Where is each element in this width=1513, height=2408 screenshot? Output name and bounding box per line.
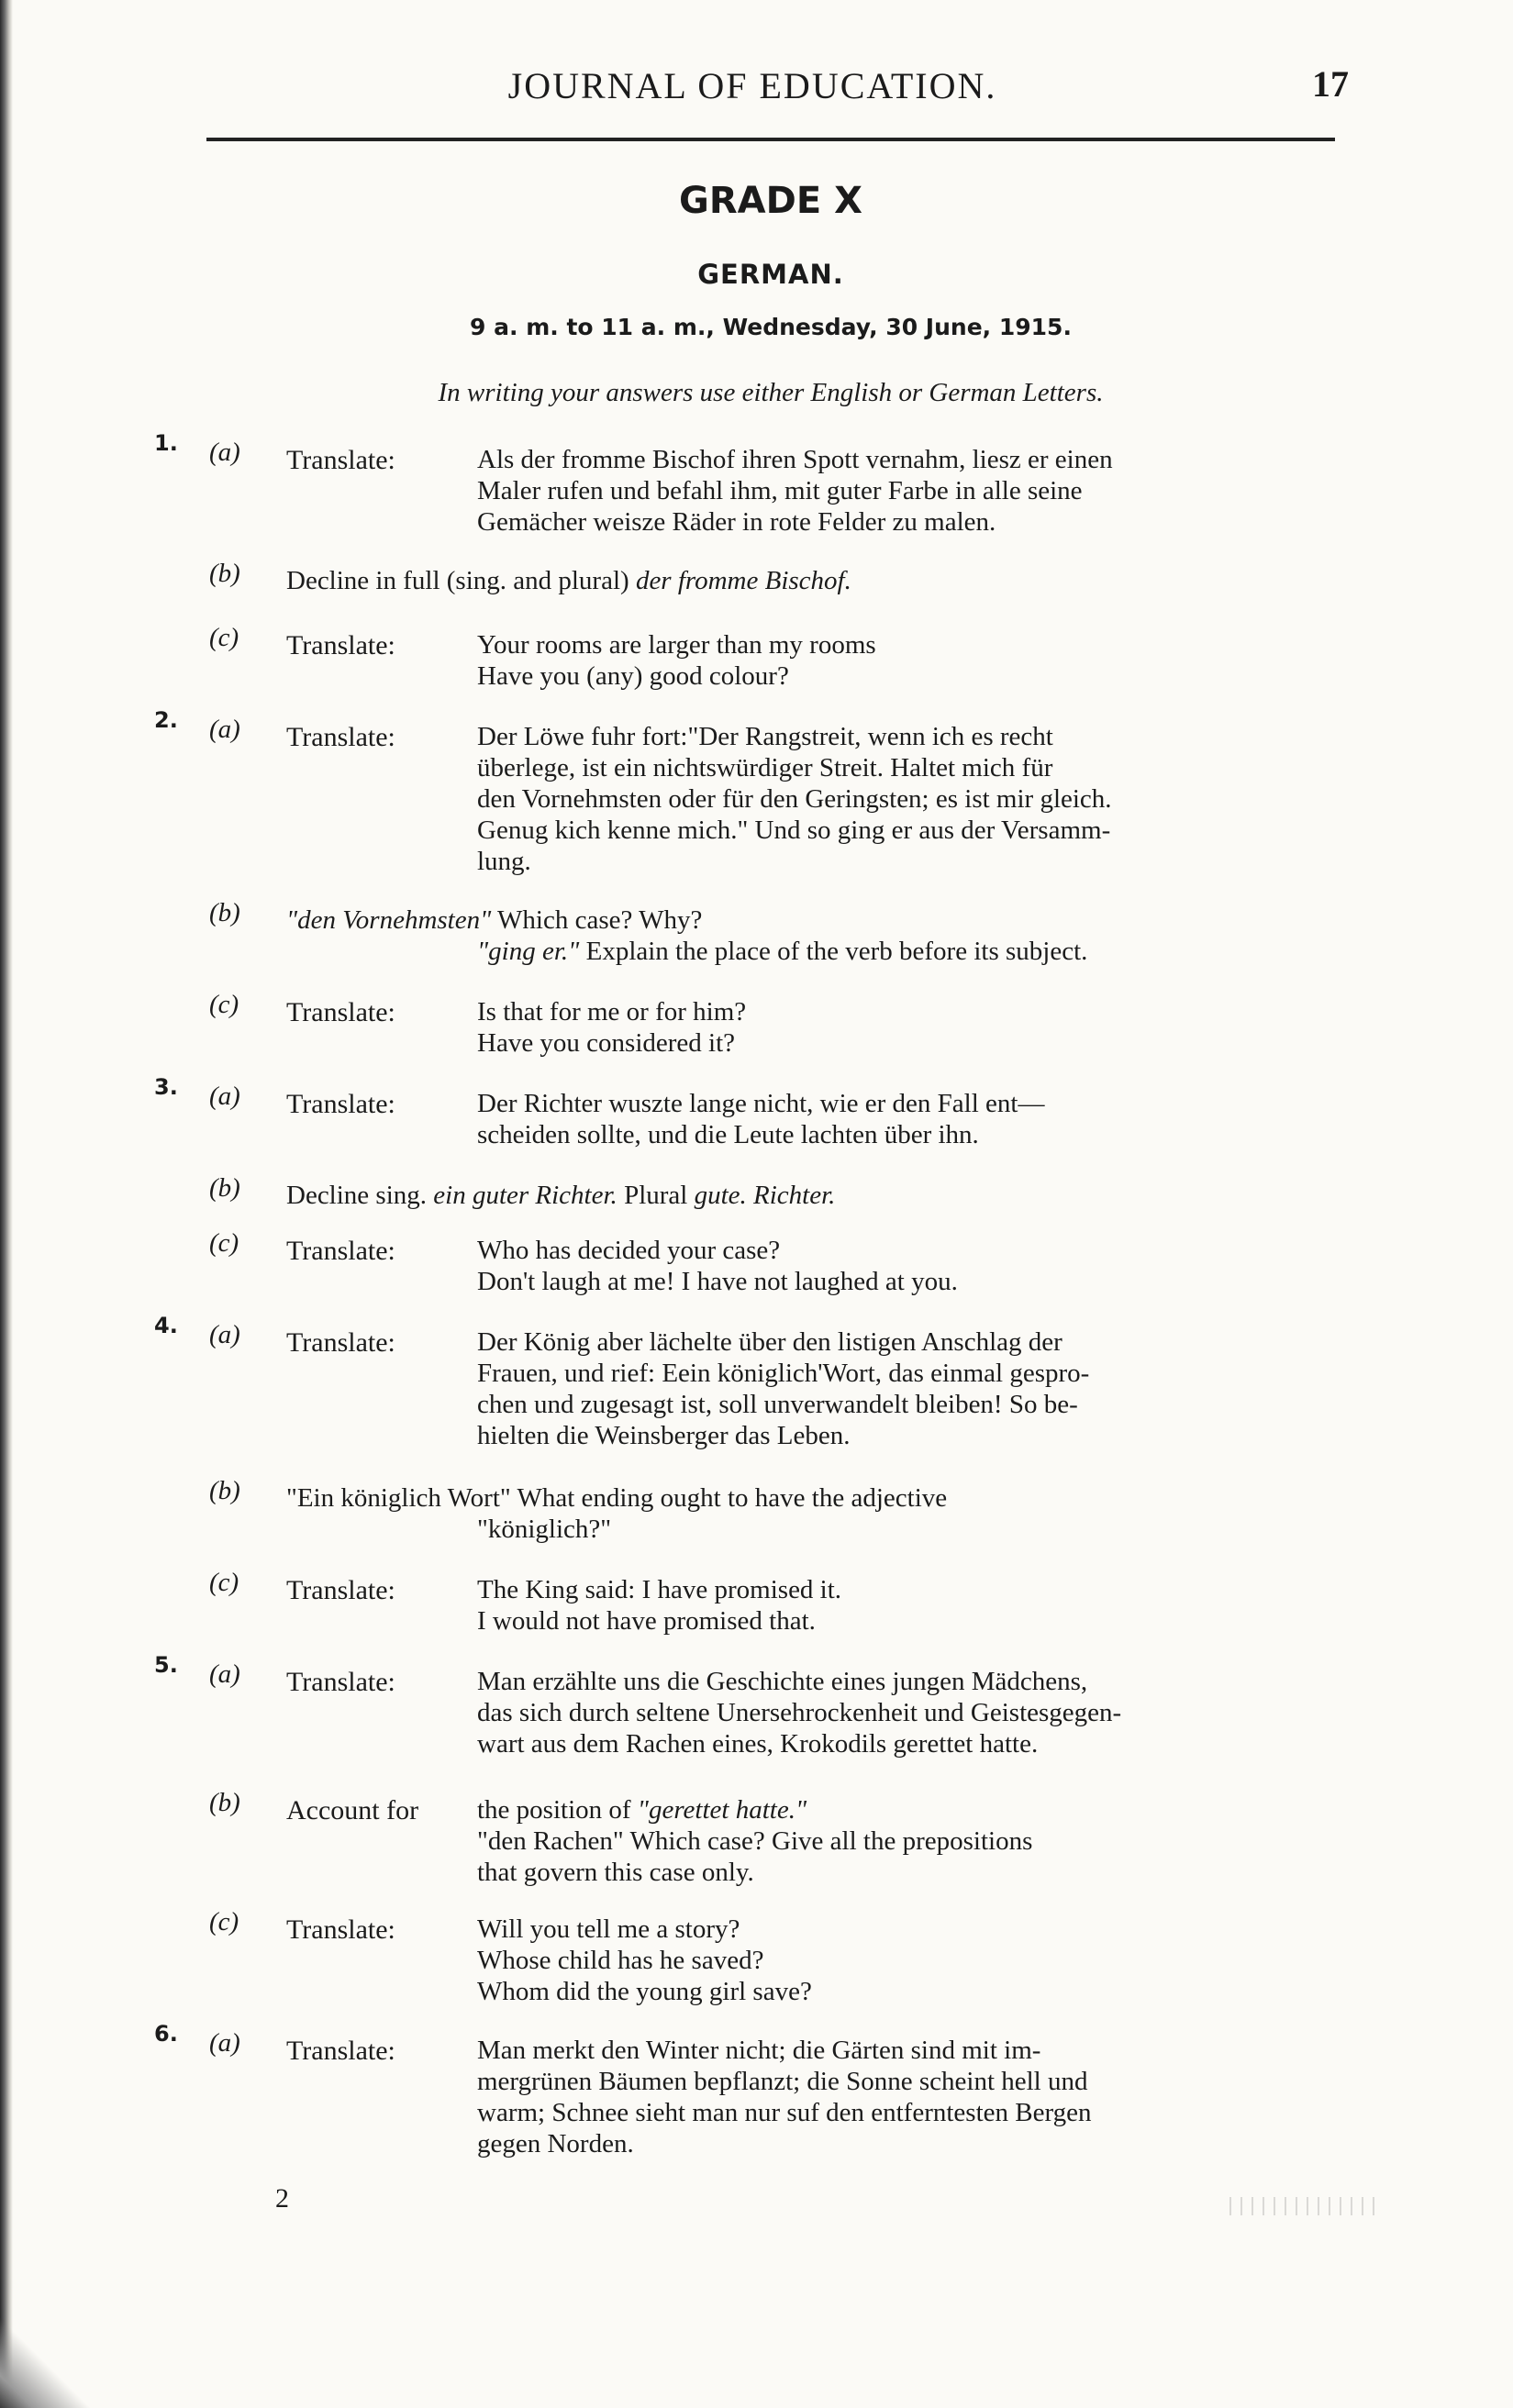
question-number: 5. <box>154 1652 178 1678</box>
running-head: JOURNAL OF EDUCATION. <box>507 65 997 106</box>
page-number: 17 <box>1312 63 1349 105</box>
question-number: 6. <box>154 2021 178 2047</box>
part-text: Will you tell me a story? Whose child has he saved? Whom did the young girl save? <box>477 1914 812 2006</box>
subject-title: GERMAN. <box>697 259 844 290</box>
part-label: (a) <box>209 1320 240 1349</box>
question-6a <box>0 2021 1513 2158</box>
part-text: the position of "gerettet hatte." "den Rachen" Which case? Give all the prepositions that govern this case only. <box>477 1795 1033 1887</box>
part-label: (c) <box>209 990 239 1019</box>
part-text: Decline sing. ein guter Richter. Plural gute. Richter. <box>286 1181 836 1210</box>
part-label: (b) <box>209 1476 240 1505</box>
part-label: (a) <box>209 715 240 744</box>
part-label: (a) <box>209 2028 240 2058</box>
part-text: Der Richter wuszte lange nicht, wie er den Fall ent— scheiden sollte, und die Leute lachten über ihn. <box>477 1089 1045 1149</box>
question-4a <box>0 1313 1513 1450</box>
part-label: (a) <box>209 438 240 467</box>
question-3b <box>0 1172 1513 1210</box>
question-2c <box>0 989 1513 1058</box>
question-number: 1. <box>154 430 178 456</box>
question-3c <box>0 1227 1513 1296</box>
part-verb: Translate: <box>286 1667 395 1697</box>
part-verb: Translate: <box>286 1575 395 1605</box>
part-label: (c) <box>209 1228 239 1258</box>
question-number: 4. <box>154 1313 178 1338</box>
grade-title: GRADE X <box>679 180 862 222</box>
part-text: The King said: I have promised it. I would not have promised that. <box>477 1575 842 1636</box>
part-verb: Translate: <box>286 1914 395 1945</box>
part-label: (b) <box>209 1788 240 1817</box>
part-label: (c) <box>209 623 239 652</box>
part-text: Is that for me or for him? Have you considered it? <box>477 997 747 1058</box>
part-label: (a) <box>209 1082 240 1111</box>
print-specks <box>1229 2197 1376 2215</box>
part-text: Your rooms are larger than my rooms Have you (any) good colour? <box>477 630 876 691</box>
part-label: (c) <box>209 1907 239 1936</box>
page-corner-shadow <box>0 2298 110 2408</box>
question-2a <box>0 707 1513 876</box>
part-verb: Translate: <box>286 1089 395 1119</box>
question-number: 2. <box>154 707 178 733</box>
part-text: Der Löwe fuhr fort:"Der Rangstreit, wenn ich es recht überlege, ist ein nichtswürdiger Streit. Haltet mich für den Vornehmsten oder für den Geringsten; es ist mir gleich. Genug kich kenne mich." Und so ging er aus der Versamm- lung. <box>477 722 1112 876</box>
part-text: Als der fromme Bischof ihren Spott vernahm, liesz er einen Maler rufen und befahl ihm, mit guter Farbe in alle seine Gemächer weisze Räder in rote Felder zu malen. <box>477 445 1113 537</box>
question-3a <box>0 1074 1513 1149</box>
part-label: (b) <box>209 559 240 588</box>
question-5c <box>0 1906 1513 2006</box>
part-text: "den Vornehmsten" Which case? Why? "ging er." Explain the place of the verb before its subject. <box>286 905 1088 966</box>
header-rule <box>206 138 1335 141</box>
question-1a <box>0 430 1513 537</box>
part-verb: Translate: <box>286 1236 395 1266</box>
part-label: (b) <box>209 898 240 927</box>
part-text: Man merkt den Winter nicht; die Gärten sind mit im- mergrünen Bäumen bepflanzt; die Sonne scheint hell und warm; Schnee sieht man nur suf den entferntesten Bergen gegen Norden. <box>477 2036 1092 2158</box>
part-label: (b) <box>209 1173 240 1203</box>
question-4b <box>0 1475 1513 1544</box>
part-verb: Translate: <box>286 997 395 1027</box>
part-text: Decline in full (sing. and plural) der fromme Bischof. <box>286 566 851 595</box>
part-verb: Translate: <box>286 1327 395 1358</box>
exam-time: 9 a. m. to 11 a. m., Wednesday, 30 June, 1915. <box>470 314 1072 340</box>
question-1c <box>0 622 1513 691</box>
part-label: (c) <box>209 1568 239 1597</box>
part-verb: Translate: <box>286 2036 395 2066</box>
part-verb: Translate: <box>286 722 395 752</box>
part-text: Who has decided your case? Don't laugh at me! I have not laughed at you. <box>477 1236 958 1296</box>
part-text: Man erzählte uns die Geschichte eines jungen Mädchens, das sich durch seltene Unersehrockenheit und Geistesgegen- wart aus dem Rachen eines, Krokodils gerettet hatte. <box>477 1667 1122 1759</box>
question-5b <box>0 1787 1513 1887</box>
part-verb: Translate: <box>286 445 395 475</box>
question-2b <box>0 897 1513 966</box>
question-1b <box>0 558 1513 595</box>
question-number: 3. <box>154 1074 178 1100</box>
page-edge-shadow <box>0 0 13 2408</box>
part-label: (a) <box>209 1659 240 1689</box>
question-4c <box>0 1567 1513 1636</box>
part-verb: Account for <box>286 1795 419 1825</box>
part-verb: Translate: <box>286 630 395 660</box>
exam-instruction: In writing your answers use either English or German Letters. <box>438 378 1104 407</box>
signature-mark: 2 <box>275 2183 289 2214</box>
part-text: "Ein königlich Wort" What ending ought to have the adjective "königlich?" <box>286 1483 948 1544</box>
part-text: Der König aber lächelte über den listigen Anschlag der Frauen, und rief: Eein königlich'Wort, das einmal gespro- chen und zugesagt ist, soll unverwandelt bleiben! So be- hielten die Weinsberger das Leben. <box>477 1327 1090 1450</box>
